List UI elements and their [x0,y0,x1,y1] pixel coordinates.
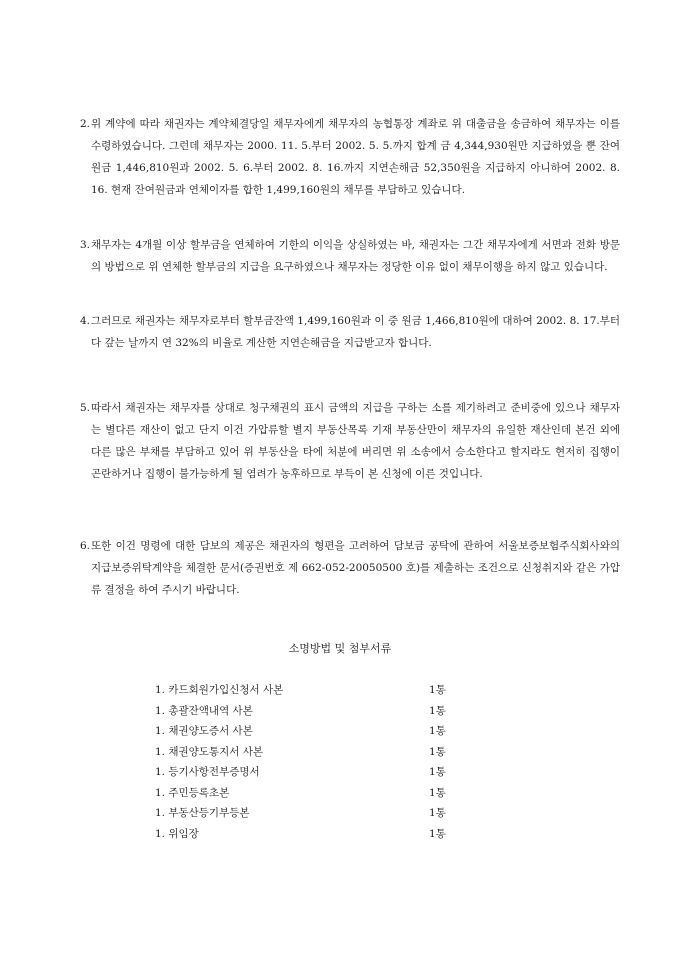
paragraph-number: 4. [80,315,91,327]
paragraph-number: 5. [80,402,91,414]
paragraph-number: 2. [80,118,91,130]
attachment-quantity: 1통 [429,807,446,819]
list-item [155,680,455,701]
attachment-name: 1. 채권양도증서 사본 [155,725,253,737]
attachment-quantity: 1통 [429,766,446,778]
paragraph-4 [80,310,620,354]
paragraph-5 [80,397,620,485]
paragraph-text: 그러므로 채권자는 채무자로부터 할부금잔액 1,499,160원과 이 중 원금 1,466,810원에 대하여 2002. 8. 17.부터 다 갚는 날까지 연 32%의 비율로 계산한 지연손해금을 지급받고자 합니다. [91,315,620,349]
list-item [155,762,455,783]
paragraph-text: 또한 이건 명령에 대한 담보의 제공은 채권자의 형편을 고려하여 담보금 공탁에 관하여 서울보증보험주식회사와의 지급보증위탁계약을 체결한 문서(증권번호 제 662-052-20050500 호)를 제출하는 조건으로 신청취지와 같은 가압류 결정을 하여 주시기 바랍니다. [91,540,620,596]
attachment-name: 1. 채권양도통지서 사본 [155,745,263,758]
attachment-quantity: 1통 [429,725,446,737]
list-item [155,721,455,742]
attachment-name: 1. 카드회원가입신청서 사본 [155,684,284,696]
paragraph-3 [80,234,620,278]
attachment-quantity: 1통 [429,704,446,717]
attachment-name: 1. 주민등록초본 [155,786,230,799]
attachment-quantity: 1통 [429,786,446,799]
list-item [155,783,455,804]
attachment-name: 1. 총괄잔액내역 사본 [155,704,253,717]
list-item [155,824,455,845]
paragraph-text: 위 계약에 따라 채권자는 계약체결당일 채무자에게 채무자의 농협통장 계좌로 위 대출금을 송금하여 채무자는 이를 수령하였습니다. 그런데 채무자는 2000. 11. 5.부터 2002. 5. 5.까지 합계 금 4,344,930원만 지급하였을 뿐 잔여원금 1,446,810원과 2002. 5. 6.부터 2002. 8. 16.까지 지연손해금 52,350원을 지급하지 아니하여 2002. 8. 16. 현재 잔여원금과 연체이자를 합한 1,499,160원의 채무를 부담하고 있습니다. [91,118,620,196]
attachment-name: 1. 위임장 [155,827,199,840]
list-item [155,803,455,824]
attachment-quantity: 1통 [429,827,446,840]
paragraph-number: 3. [80,239,91,251]
attachment-name: 1. 등기사항전부증명서 [155,766,260,778]
list-item [155,742,455,763]
attachment-name: 1. 부동산등기부등본 [155,807,250,819]
attachments-list [155,680,455,844]
attachment-quantity: 1통 [429,745,446,758]
attachments-heading: 소명방법 및 첨부서류 [288,642,392,655]
paragraph-6 [80,535,620,601]
list-item [155,701,455,722]
paragraph-text: 채무자는 4개월 이상 할부금을 연체하여 기한의 이익을 상실하였는 바, 채권자는 그간 채무자에게 서면과 전화 방문의 방법으로 위 연체한 할부금의 지급을 요구하였으나 채무자는 정당한 이유 없이 채무이행을 하지 않고 있습니다. [91,239,620,273]
paragraph-number: 6. [80,540,91,552]
paragraph-2 [80,113,620,201]
attachment-quantity: 1통 [429,684,446,696]
paragraph-text: 따라서 채권자는 채무자를 상대로 청구채권의 표시 금액의 지급을 구하는 소를 제기하려고 준비중에 있으나 채무자는 별다른 재산이 없고 단지 이건 가압류할 별지 부동산목록 기재 부동산만이 채무자의 유일한 재산인데 본건 외에 다른 많은 부채를 부담하고 있어 위 부동산을 타에 처분에 버리면 위 소송에서 승소한다고 할지라도 현저히 집행이 곤란하거나 집행이 불가능하게 될 염려가 농후하므로 부득이 본 신청에 이른 것입니다. [91,402,620,480]
